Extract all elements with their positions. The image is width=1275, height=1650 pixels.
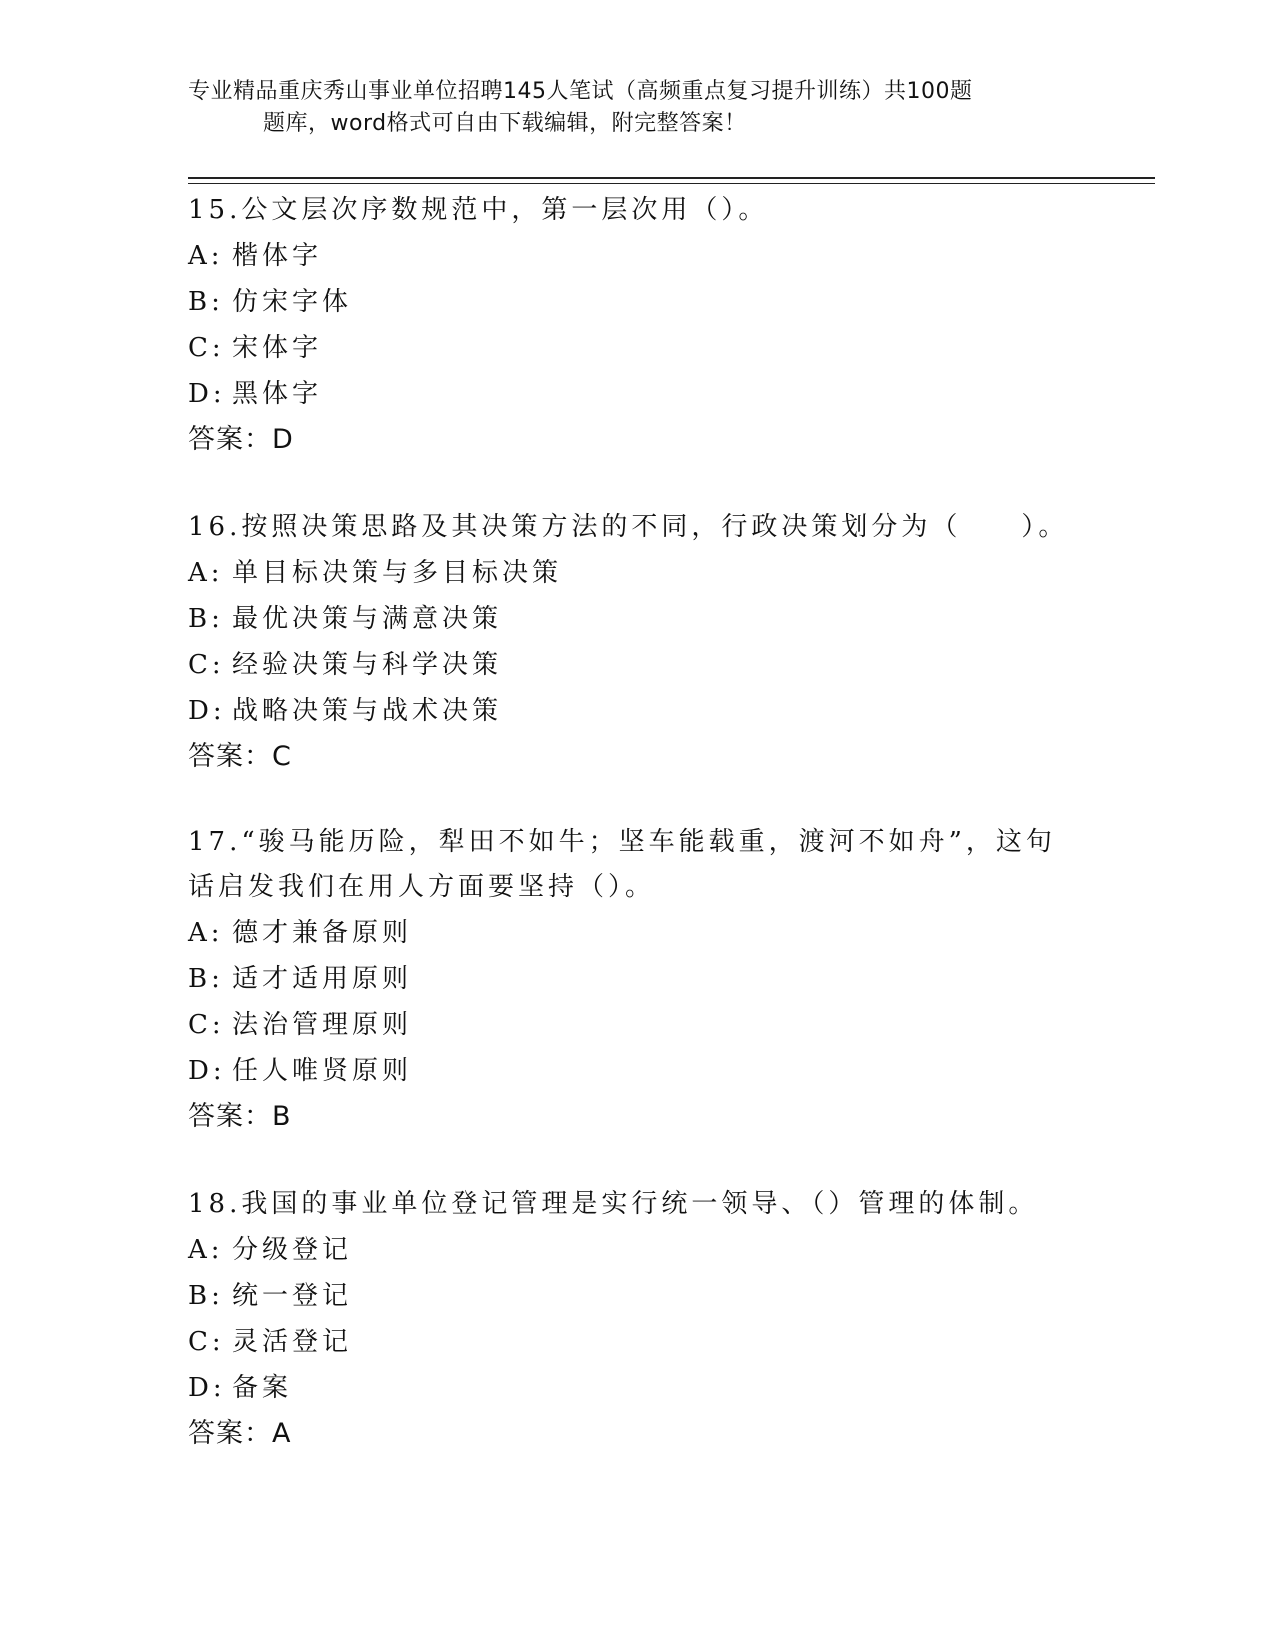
option-label: D: — [188, 1056, 226, 1086]
option-label: D: — [188, 696, 226, 726]
option-label: A: — [188, 241, 224, 271]
option-text: 单目标决策与多目标决策 — [232, 558, 563, 588]
option-text: 灵活登记 — [232, 1327, 353, 1357]
question-stem: 17.“骏马能历险，犁田不如牛；坚车能载重，渡河不如舟”，这句话启发我们在用人方面要坚持（）。 — [188, 827, 1056, 902]
option-text: 黑体字 — [232, 379, 323, 409]
option-text: 备案 — [232, 1373, 293, 1403]
option-text: 战略决策与战术决策 — [232, 696, 503, 726]
option-label: B: — [188, 604, 224, 634]
option-label: A: — [188, 918, 224, 948]
header-divider-thin — [188, 183, 1155, 184]
answer: 答案：C — [188, 741, 292, 772]
option-label: B: — [188, 287, 224, 317]
option-text: 统一登记 — [232, 1281, 353, 1311]
option-c — [188, 1002, 1068, 1048]
option-text: 宋体字 — [232, 333, 323, 363]
option-b — [188, 279, 1088, 325]
option-d — [188, 1365, 1088, 1411]
option-a — [188, 910, 1068, 956]
option-label: A: — [188, 558, 224, 588]
option-b — [188, 1273, 1088, 1319]
option-c — [188, 325, 1088, 371]
option-label: D: — [188, 379, 226, 409]
option-b — [188, 596, 1088, 642]
option-text: 最优决策与满意决策 — [232, 604, 503, 634]
option-label: C: — [188, 650, 225, 680]
question-stem: 15.公文层次序数规范中，第一层次用（）。 — [188, 195, 769, 225]
option-d — [188, 1048, 1068, 1094]
answer: 答案：A — [188, 1418, 292, 1449]
option-b — [188, 956, 1068, 1002]
option-c — [188, 642, 1088, 688]
option-d — [188, 371, 1088, 417]
option-text: 适才适用原则 — [232, 964, 413, 994]
option-a — [188, 550, 1088, 596]
option-text: 法治管理原则 — [232, 1010, 413, 1040]
header-divider-thick — [188, 177, 1155, 179]
option-label: C: — [188, 333, 225, 363]
option-text: 德才兼备原则 — [232, 918, 413, 948]
header-title-line2: 题库，word格式可自由下载编辑，附完整答案！ — [263, 111, 747, 136]
question-17 — [188, 820, 1068, 1140]
question-stem: 16.按照决策思路及其决策方法的不同，行政决策划分为（ ）。 — [188, 512, 1069, 542]
question-16 — [188, 505, 1088, 780]
option-text: 楷体字 — [232, 241, 323, 271]
option-label: B: — [188, 964, 224, 994]
option-d — [188, 688, 1088, 734]
option-c — [188, 1319, 1088, 1365]
question-stem: 18.我国的事业单位登记管理是实行统一领导、（）管理的体制。 — [188, 1189, 1039, 1219]
option-a — [188, 1227, 1088, 1273]
answer: 答案：D — [188, 424, 294, 455]
option-label: B: — [188, 1281, 224, 1311]
option-text: 仿宋字体 — [232, 287, 353, 317]
answer: 答案：B — [188, 1101, 292, 1132]
option-text: 任人唯贤原则 — [232, 1056, 413, 1086]
question-18 — [188, 1182, 1088, 1457]
option-a — [188, 233, 1088, 279]
option-label: D: — [188, 1373, 226, 1403]
option-label: A: — [188, 1235, 224, 1265]
document-header — [188, 76, 1088, 140]
option-text: 分级登记 — [232, 1235, 353, 1265]
header-title-line1: 专业精品重庆秀山事业单位招聘145人笔试（高频重点复习提升训练）共100题 — [188, 79, 973, 104]
option-label: C: — [188, 1327, 225, 1357]
option-label: C: — [188, 1010, 225, 1040]
option-text: 经验决策与科学决策 — [232, 650, 503, 680]
question-15 — [188, 188, 1088, 463]
